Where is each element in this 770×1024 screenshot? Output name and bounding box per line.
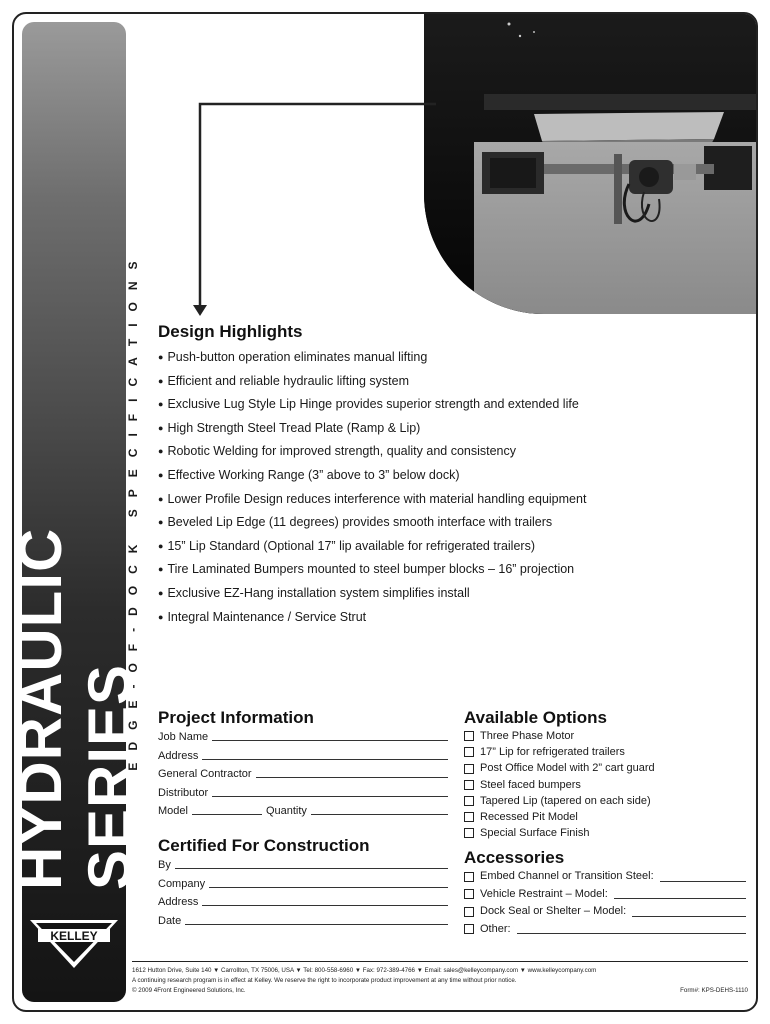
checkbox-icon[interactable]: [464, 747, 474, 757]
list-item: ● High Strength Steel Tread Plate (Ramp & Lip): [158, 417, 718, 441]
kelley-logo: [26, 918, 122, 970]
date-field[interactable]: [158, 912, 448, 931]
series-title: HYDRAULIC SERIES: [7, 527, 143, 890]
accessory-checkbox[interactable]: [464, 921, 746, 939]
option-checkbox[interactable]: [464, 793, 754, 809]
list-item: ● 15” Lip Standard (Optional 17” lip available for refrigerated trailers): [158, 535, 718, 559]
list-item: ● Exclusive Lug Style Lip Hinge provides superior strength and extended life: [158, 393, 718, 417]
available-options: [464, 708, 754, 841]
option-checkbox[interactable]: [464, 760, 754, 776]
list-item: ● Integral Maintenance / Service Strut: [158, 606, 718, 630]
by-field[interactable]: [158, 856, 448, 875]
quantity-label: Quantity: [265, 805, 307, 818]
specifications-subtitle: EDGE-OF-DOCK SPECIFICATIONS: [126, 249, 140, 771]
certified-address-label: Address: [158, 896, 199, 909]
option-label: 17” Lip for refrigerated trailers: [480, 746, 625, 759]
project-information-title: Project Information: [158, 708, 314, 727]
accessory-label: Other:: [480, 922, 511, 935]
date-label: Date: [158, 914, 182, 927]
dock-leveler-image: [424, 14, 756, 314]
footer-copyright: © 2009 4Front Engineered Solutions, Inc.: [132, 987, 246, 994]
job-name-label: Job Name: [158, 731, 209, 743]
checkbox-icon[interactable]: [464, 889, 474, 899]
design-highlights: [158, 322, 718, 629]
available-options-title: Available Options: [464, 708, 607, 727]
highlights-list: [158, 346, 718, 629]
option-checkbox[interactable]: [464, 825, 754, 841]
design-highlights-title: Design Highlights: [158, 322, 303, 341]
footer: [132, 966, 748, 996]
model-label: Model: [158, 805, 188, 818]
footer-form-number: Form#: KPS-DEHS-1110: [680, 987, 748, 994]
logo-text: KELLEY: [50, 929, 98, 943]
project-information: [158, 708, 448, 821]
accessory-label: Embed Channel or Transition Steel:: [480, 870, 654, 882]
option-label: Recessed Pit Model: [480, 811, 578, 824]
general-contractor-field[interactable]: [158, 765, 448, 784]
list-item: ● Efficient and reliable hydraulic lifting system: [158, 370, 718, 394]
option-checkbox[interactable]: [464, 728, 754, 744]
company-field[interactable]: [158, 875, 448, 894]
option-label: Post Office Model with 2” cart guard: [480, 762, 655, 775]
accessories: [464, 848, 746, 938]
accessory-label: Vehicle Restraint – Model:: [480, 887, 608, 900]
job-name-field[interactable]: [158, 728, 448, 747]
certified-title: Certified For Construction: [158, 836, 370, 855]
company-label: Company: [158, 877, 206, 890]
accessory-checkbox[interactable]: [464, 886, 746, 904]
by-label: By: [158, 859, 171, 871]
address-label: Address: [158, 749, 199, 762]
footer-divider: [132, 961, 748, 962]
general-contractor-label: General Contractor: [158, 768, 252, 781]
model-quantity-field[interactable]: [158, 802, 448, 821]
checkbox-icon[interactable]: [464, 780, 474, 790]
accessory-checkbox[interactable]: [464, 868, 746, 886]
option-label: Three Phase Motor: [480, 730, 575, 742]
checkbox-icon[interactable]: [464, 812, 474, 822]
distributor-field[interactable]: [158, 784, 448, 803]
accessories-title: Accessories: [464, 848, 565, 867]
certified-for-construction: [158, 836, 448, 930]
option-label: Tapered Lip (tapered on each side): [480, 794, 651, 807]
accessory-checkbox[interactable]: [464, 903, 746, 921]
checkbox-icon[interactable]: [464, 796, 474, 806]
footer-contact: 1612 Hutton Drive, Suite 140 ▼ Carrollton, TX 75006, USA ▼ Tel: 800-558-6960 ▼ Fax: 972-389-4766 ▼ Email: sales@kelleycompany.com ▼ www.kelleycompany.com: [132, 967, 597, 974]
list-item: ● Effective Working Range (3” above to 3” below dock): [158, 464, 718, 488]
list-item: ● Beveled Lip Edge (11 degrees) provides smooth interface with trailers: [158, 511, 718, 535]
checkbox-icon[interactable]: [464, 731, 474, 741]
accessory-label: Dock Seal or Shelter – Model:: [480, 905, 627, 917]
option-checkbox[interactable]: [464, 744, 754, 760]
list-item: ● Lower Profile Design reduces interference with material handling equipment: [158, 488, 718, 512]
product-photo: [424, 14, 756, 314]
list-item: ● Exclusive EZ-Hang installation system simplifies install: [158, 582, 718, 606]
distributor-label: Distributor: [158, 786, 209, 799]
list-item: ● Robotic Welding for improved strength, quality and consistency: [158, 440, 718, 464]
checkbox-icon[interactable]: [464, 764, 474, 774]
list-item: ● Tire Laminated Bumpers mounted to steel bumper blocks – 16” projection: [158, 558, 718, 582]
option-label: Special Surface Finish: [480, 827, 590, 840]
certified-address-field[interactable]: [158, 893, 448, 912]
option-checkbox[interactable]: [464, 777, 754, 793]
footer-research-note: A continuing research program is in effect at Kelley. We reserve the right to incorporate product improvement at any time without prior notice.: [132, 977, 517, 984]
list-item: ● Push-button operation eliminates manual lifting: [158, 346, 718, 370]
address-field[interactable]: [158, 747, 448, 766]
option-checkbox[interactable]: [464, 809, 754, 825]
checkbox-icon[interactable]: [464, 924, 474, 934]
option-label: Steel faced bumpers: [480, 778, 581, 791]
checkbox-icon[interactable]: [464, 907, 474, 917]
checkbox-icon[interactable]: [464, 828, 474, 838]
checkbox-icon[interactable]: [464, 872, 474, 882]
